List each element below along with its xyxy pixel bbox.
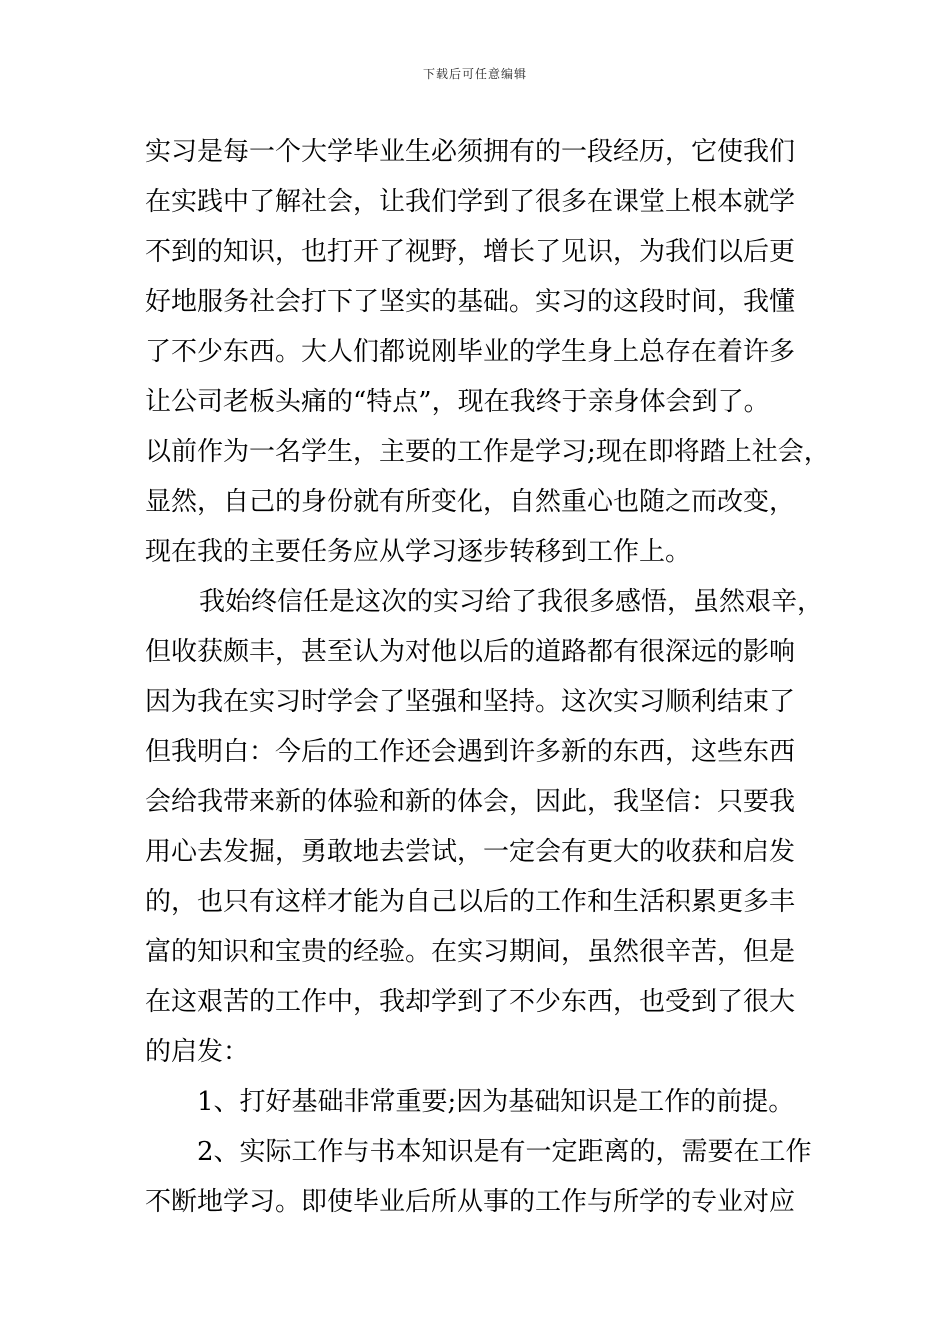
text-line-5: 了不少东西。大人们都说刚毕业的学生身上总存在着许多	[145, 337, 796, 367]
text-line-19: 的启发：	[145, 1037, 250, 1067]
text-line-6: 让公司老板头痛的“特点”，现在我终于亲身体会到了。	[145, 387, 770, 417]
text-line-15: 用心去发掘，勇敢地去尝试，一定会有更大的收获和启发	[145, 837, 796, 867]
text-line-22: 不断地学习。即使毕业后所从事的工作与所学的专业对应	[145, 1187, 796, 1217]
text-line-1: 实习是每一个大学毕业生必须拥有的一段经历，它使我们	[145, 137, 796, 167]
page-header-note: 下载后可任意编辑	[422, 67, 527, 81]
text-line-17: 富的知识和宝贵的经验。在实习期间，虽然很辛苦，但是	[145, 937, 796, 967]
text-line-16: 的，也只有这样才能为自己以后的工作和生活积累更多丰	[145, 887, 796, 917]
list-item-2: 2、实际工作与书本知识是有一定距离的，需要在工作	[197, 1137, 812, 1167]
text-line-4: 好地服务社会打下了坚实的基础。实习的这段时间，我懂	[145, 287, 796, 317]
text-line-10: 我始终信任是这次的实习给了我很多感悟，虽然艰辛，	[199, 587, 824, 617]
text-line-2: 在实践中了解社会，让我们学到了很多在课堂上根本就学	[145, 187, 796, 217]
text-line-8: 显然，自己的身份就有所变化，自然重心也随之而改变，	[145, 487, 796, 517]
document-body	[145, 127, 835, 1227]
text-line-12: 因为我在实习时学会了坚强和坚持。这次实习顺利结束了	[145, 687, 796, 717]
list-item-1: 1、打好基础非常重要;因为基础知识是工作的前提。	[197, 1087, 795, 1117]
text-line-3: 不到的知识，也打开了视野，增长了见识，为我们以后更	[145, 237, 796, 267]
text-line-18: 在这艰苦的工作中，我却学到了不少东西，也受到了很大	[145, 987, 796, 1017]
text-line-14: 会给我带来新的体验和新的体会，因此，我坚信：只要我	[145, 787, 796, 817]
text-line-9: 现在我的主要任务应从学习逐步转移到工作上。	[145, 537, 692, 567]
text-line-11: 但收获颇丰，甚至认为对他以后的道路都有很深远的影响	[145, 637, 796, 667]
text-line-7: 以前作为一名学生，主要的工作是学习;现在即将踏上社会，	[145, 437, 830, 467]
text-line-13: 但我明白：今后的工作还会遇到许多新的东西，这些东西	[145, 737, 796, 767]
